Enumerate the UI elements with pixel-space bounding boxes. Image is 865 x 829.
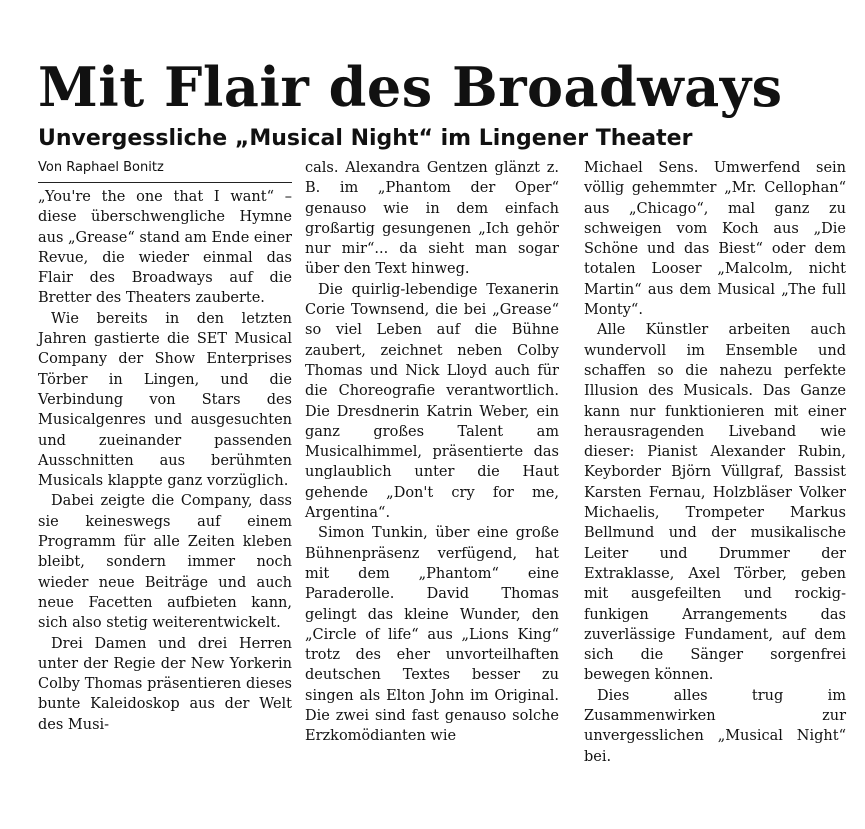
paragraph: Dabei zeigte die Company, dass sie keineswegs auf einem Programm für alle Zeiten kleben bleibt, sondern immer noch wieder neue Beiträge und auch neue Facetten aufbieten kann, sich also stetig weiterentwickelt. <box>38 493 292 632</box>
paragraph: Drei Damen und drei Herren unter der Regie der New Yorkerin Colby Thomas präsentieren dieses bunte Kaleidoskop aus der Welt des Musi- <box>38 635 292 733</box>
headline: Mit Flair des Broadways <box>38 55 783 120</box>
paragraph: „You're the one that I want“ – diese überschwengliche Hymne aus „Grease“ stand am Ende einer Revue, die wieder einmal das Flair des Broadways auf die Bretter des Theaters zauberte. <box>38 189 292 307</box>
paragraph: Dies alles trug im Zusammenwirken zur unvergesslichen „Musical Night“ bei. <box>584 687 846 765</box>
paragraph: Alle Künstler arbeiten auch wundervoll im Ensemble und schaffen so die nahezu perfekte Illusion des Musicals. Das Ganze kann nur funktionieren mit einer herausragenden Liveband wie dieser: Pianist Alexander Rubin, Keyborder Björn Vüllgraf, Bassist Karsten Fernau, Holzbläser Volker Michaelis, Trompeter Markus Bellmund und der musikalische Leiter und Drummer der Extraklasse, Axel Törber, geben mit ausgefeilten und rockig-funkigen Arrangements das zuverlässige Fundament, auf dem sich die Sänger sorgenfrei bewegen können. <box>584 322 846 684</box>
paragraph: cals. Alexandra Gentzen glänzt z. B. im „Phantom der Oper“ genauso wie in dem einfach großartig gesungenen „Ich gehör nur mir“... da sieht man sogar über den Text hinweg. <box>305 160 559 278</box>
byline: Von Raphael Bonitz <box>38 158 292 183</box>
article-column-2 <box>305 158 559 747</box>
paragraph: Wie bereits in den letzten Jahren gastierte die SET Musical Company der Show Enterprises Törber in Lingen, und die Verbindung von Stars des Musicalgenres und ausgesuchten und zueinander passenden Ausschnitten aus berühmten Musicals klappte ganz vorzüglich. <box>38 310 292 490</box>
article-column-3 <box>584 158 846 767</box>
paragraph: Michael Sens. Umwerfend sein völlig gehemmter „Mr. Cellophan“ aus „Chicago“, mal ganz zu schweigen vom Koch aus „Die Schöne und das Biest“ oder dem totalen Looser „Malcolm, nicht Martin“ aus dem Musical „The full Monty“. <box>584 160 846 319</box>
article-column-1 <box>38 158 292 735</box>
paragraph: Die quirlig-lebendige Texanerin Corie Townsend, die bei „Grease“ so viel Leben auf die Bühne zaubert, zeichnet neben Colby Thomas und Nick Lloyd auch für die Choreografie verantwortlich. Die Dresdnerin Katrin Weber, ein ganz großes Talent am Musicalhimmel, präsentierte das unglaublich unter die Haut gehende „Don't cry for me, Argentina“. <box>305 281 559 522</box>
subheadline: Unvergessliche „Musical Night“ im Lingener Theater <box>38 126 693 152</box>
paragraph: Simon Tunkin, über eine große Bühnenpräsenz verfügend, hat mit dem „Phantom“ eine Paraderolle. David Thomas gelingt das kleine Wunder, den „Circle of life“ aus „Lions King“ trotz des eher unvorteilhaften deutschen Textes besser zu singen als Elton John im Original. Die zwei sind fast genauso solche Erzkomödianten wie <box>305 525 559 745</box>
